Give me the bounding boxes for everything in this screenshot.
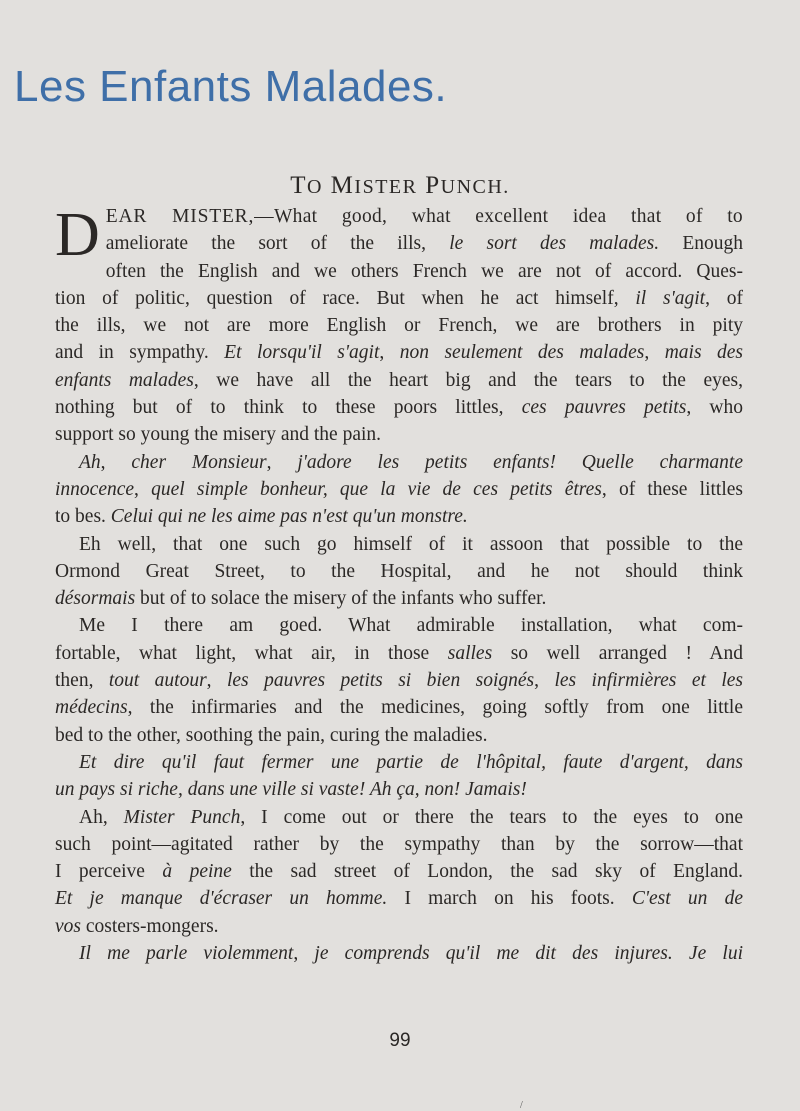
text-line [55,804,743,831]
text-run: , I come out or there the tears to the eyes to one [240,806,743,828]
text-line [55,476,743,503]
text-run: ameliorate the sort of the ills, [105,233,450,255]
text-run: , [379,342,400,364]
text-run: Enough [659,233,743,255]
text-run-italic: Il me parle violemment [79,943,294,965]
text-run [673,943,689,964]
paragraph-3 [55,531,743,613]
text-line [55,885,743,912]
text-run-italic: ces pauvres petits [521,397,687,419]
text-run-italic: Celui qui ne les aime pas n'est qu'un monstre. [110,506,468,528]
text-run: I march on his foots. [387,888,632,910]
text-run-italic: à peine [162,861,232,883]
text-run-italic: Mister Punch [123,806,241,828]
text-run: , who [686,397,743,419]
text-run-italic: tout autour [108,670,207,692]
text-run-italic: Je lui [688,943,744,965]
text-run-italic: désormais [55,588,136,610]
text-run: then, [55,670,109,692]
text-run: , [266,451,298,473]
text-run: , [534,670,555,692]
text-run: so well arranged ! And [492,642,744,664]
text-line [55,394,743,421]
text-run-italic: le sort des malades. [449,233,660,255]
text-run-italic: les infirmières et les [554,670,743,692]
text-run-italic: non seulement des malades [399,342,645,364]
text-run-italic: Ah [79,451,101,473]
text-run: , of these littles [601,478,743,500]
text-run-italic: je comprends qu'il me dit des injures. [314,943,673,965]
text-run: the sad street of London, the sad sky of England. [231,861,743,883]
text-run-italic: C'est un de [631,888,743,910]
text-run: fortable, what light, what air, in those [55,642,448,664]
text-run: —What good, what excellent idea that of to [254,206,743,227]
text-run: and in sympathy. [55,342,225,364]
text-run-italic: mais des [664,342,744,364]
text-line [55,940,743,967]
text-line: Ormond Great Street, to the Hospital, and he not should think [55,560,743,582]
text-run-italic: médecins [55,697,128,719]
text-line: often the English and we others French we are not of accord. Ques- [105,260,743,282]
text-run-italic: Et lorsqu'il s'agit [224,342,380,364]
text-run: , [100,451,132,473]
text-run: , we have all the heart big and the tears to the eyes, [193,369,743,391]
text-run-italic: cher Monsieur [131,451,267,473]
text-run: , the infirmaries and the medicines, going softly from one little [127,697,743,719]
text-line [55,913,743,940]
text-line [55,640,743,667]
paragraph-7 [55,940,743,967]
text-run: nothing but of to think to these poors littles, [55,397,522,419]
text-run-italic: enfants malades [55,369,194,391]
text-run: I perceive [55,861,163,883]
text-run-italic: Et je manque d'écraser un homme. [55,888,388,910]
text-run-italic: j'adore les petits enfants! Quelle charmante [297,451,743,473]
text-line [55,585,743,612]
text-run: to bes. [55,506,111,528]
text-line: support so young the misery and the pain. [55,424,382,446]
text-line [55,694,743,721]
paragraph-5 [55,749,743,804]
paragraph-4 [55,612,743,748]
text-run: but of to solace the misery of the infants who suffer. [135,588,547,610]
text-run-italic: quel simple bonheur, que la vie de ces petits êtres [151,478,602,500]
text-run: tion of politic, question of race. But when he act himself, [55,287,636,309]
paragraph-2 [55,449,743,531]
text-line [55,230,743,257]
text-run: , of [705,287,743,309]
text-line [55,667,743,694]
paragraph-1 [55,203,743,449]
text-line [55,339,743,366]
text-run: Ah, [79,806,124,828]
letter-body [55,203,743,967]
page-header: Les Enfants Malades. [14,62,448,111]
text-line: the ills, we not are more English or French, we are brothers in pity [55,315,743,337]
text-line: Eh well, that one such go himself of it assoon that possible to the [79,533,743,555]
text-line [55,776,743,803]
text-line [55,449,743,476]
text-run-italic: innocence [55,478,135,500]
salutation-heading: TO MISTER PUNCH. [290,172,510,199]
text-line [55,858,743,885]
paragraph-6 [55,804,743,940]
page-number: 99 [389,1030,411,1051]
text-run: , [134,478,152,500]
text-line: Me I there am goed. What admirable installation, what com- [79,615,743,637]
text-run-italic: il s'agit [635,287,706,309]
text-line [55,367,743,394]
text-line [55,203,743,230]
text-run-italic: les pauvres petits si bien soignés [226,670,535,692]
text-run-italic: salles [447,642,493,664]
text-run: costers-mongers. [81,915,219,937]
text-line [55,503,743,530]
text-line: such point—agitated rather by the sympathy than by the sorrow—that [55,833,743,855]
text-run-italic: vos [55,915,81,937]
drop-cap: D [55,201,100,269]
text-line: bed to the other, soothing the pain, curing the maladies. [55,724,488,746]
text-line [55,749,743,776]
stray-mark: / [520,1100,523,1111]
text-run-italic: un pays si riche, dans une ville si vaste! Ah ça, non! Jamais! [55,779,527,801]
text-line [55,285,743,312]
text-run-italic: Et dire qu'il faut fermer une partie de l'hôpital, faute d'argent, dans [79,751,743,773]
text-run: EAR MISTER, [105,206,255,227]
text-run: , [644,342,665,364]
text-run: , [293,943,315,965]
text-run: , [206,670,227,692]
